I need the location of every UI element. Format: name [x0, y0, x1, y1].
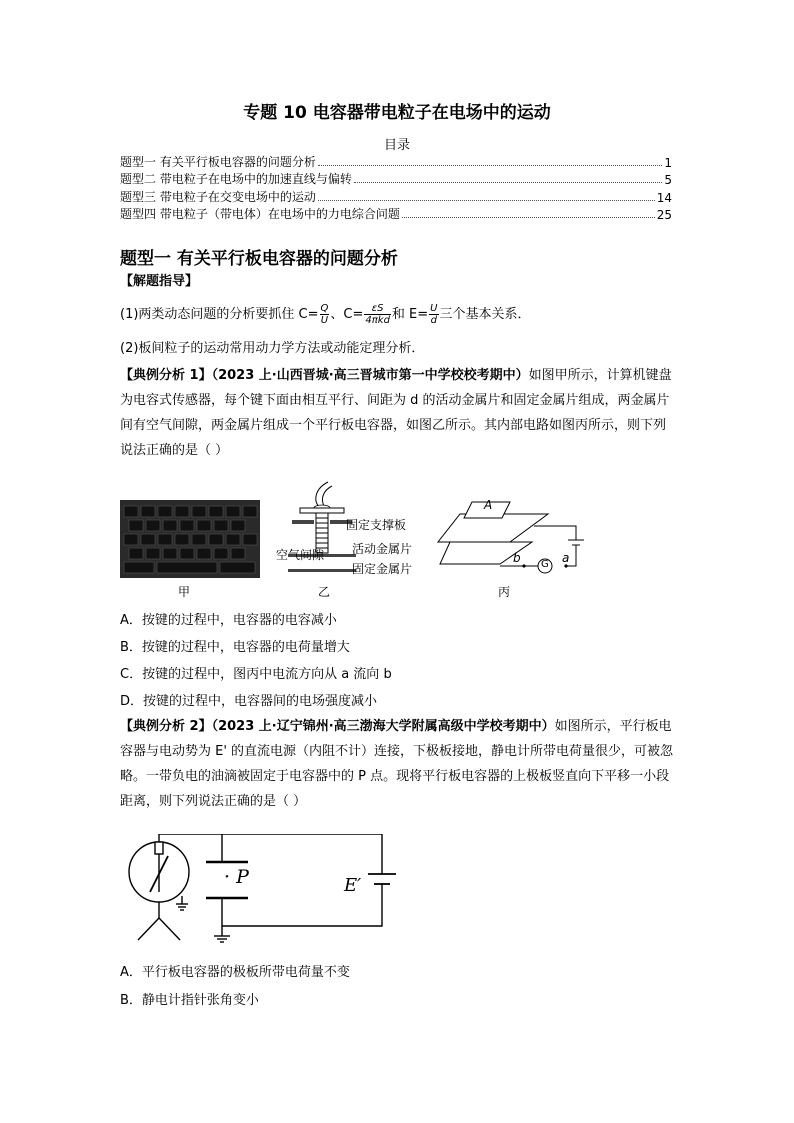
fraction-numerator: U: [430, 303, 438, 314]
toc-leader-dots: [354, 181, 663, 183]
example1-option-a[interactable]: A．按键的过程中，电容器的电容减小: [120, 613, 337, 628]
example1-option-d[interactable]: D．按键的过程中，电容器间的电场强度减小: [120, 694, 378, 709]
toc-item-label: 题型三 带电粒子在交变电场中的运动: [120, 189, 316, 204]
example2-option-b[interactable]: B．静电计指针张角变小: [120, 993, 259, 1008]
label-point-P: · P: [224, 866, 249, 888]
example2-tag: 【典例分析 2】: [120, 719, 212, 734]
fraction-q-over-u: [320, 303, 330, 326]
example2-option-a[interactable]: A．平行板电容器的极板所带电荷量不变: [120, 965, 350, 980]
toc-item-label: 题型二 带电粒子在电场中的加速直线与偏转: [120, 172, 352, 186]
guide-tag: 【解题指导】: [120, 274, 199, 289]
label-key-A: A: [484, 498, 493, 512]
keyboard-photo: [120, 500, 260, 578]
fraction-denominator: 4πkd: [365, 315, 390, 326]
fraction-denominator: d: [430, 315, 438, 326]
figure-label-bing: 丙: [498, 585, 511, 599]
figure-label-jia: 甲: [178, 585, 191, 599]
guide1-prefix: (1)两类动态问题的分析要抓住 C=: [120, 307, 319, 322]
figure-label-yi: 乙: [318, 585, 331, 599]
example2-question: 如图所示，平行板电容器与电动势为 E' 的直流电源（内阻不计）连接，下极板接地，静电计所带电荷量很少，可被忽略。一带负电的油滴被固定于电容器中的 P 点。现将平行板电容器的上极板竖直向下平移一小段距离，则下列说法正确的是（ ）: [120, 719, 674, 809]
electrometer-capacitor-circuit: [124, 834, 414, 950]
example1-tag: 【典例分析 1】: [120, 368, 212, 383]
example1-question: 如图甲所示，计算机键盘为电容式传感器，每个键下面由相互平行、间距为 d 的活动金属片和固定金属片组成，两金属片间有空气间隙，两金属片组成一个平行板电容器，如图乙所示。其内部电路如图丙所示，则下列说法正确的是（ ）: [120, 368, 672, 458]
toc-leader-dots: [318, 199, 655, 201]
toc-leader-dots: [318, 164, 663, 166]
label-emf: E′: [344, 875, 362, 896]
label-air-gap: 空气间隙: [276, 548, 325, 562]
guide1-suffix: 三个基本关系．: [439, 307, 531, 322]
guide-line-2: (2)板间粒子的运动常用动力学方法或动能定理分析．: [120, 341, 425, 356]
toc-item-label: 题型一 有关平行板电容器的问题分析: [120, 154, 316, 169]
guide-line-1: [120, 302, 676, 327]
example2-text: [120, 714, 676, 814]
fraction-numerator: εS: [364, 303, 391, 315]
toc-heading: 目录: [383, 138, 410, 153]
galvanometer-label: G: [541, 559, 549, 570]
toc-item-page: 14: [656, 190, 672, 205]
section-heading: 题型一 有关平行板电容器的问题分析: [120, 249, 398, 269]
keyboard-circuit-diagram: [436, 488, 596, 580]
toc-item-page: 25: [656, 208, 672, 222]
toc-item-page: 5: [664, 173, 672, 187]
guide1-mid2: 和 E=: [391, 307, 429, 322]
fraction-u-over-d: [429, 303, 438, 326]
example1-option-b[interactable]: B．按键的过程中，电容器的电荷量增大: [120, 640, 350, 655]
example1-text: [120, 363, 676, 463]
label-point-a: a: [562, 551, 570, 565]
label-movable-plate: 活动金属片: [352, 542, 413, 556]
page-title: 专题 10 电容器带电粒子在电场中的运动: [243, 103, 551, 123]
toc-item[interactable]: [120, 152, 672, 170]
table-of-contents: [120, 152, 672, 222]
fraction-denominator: U: [320, 315, 329, 326]
label-point-b: b: [513, 551, 521, 565]
toc-item[interactable]: [120, 205, 672, 223]
fraction-es-over-4pikd: [364, 303, 391, 326]
toc-item-label: 题型四 带电粒子（带电体）在电场中的力电综合问题: [120, 207, 400, 221]
example2-source: （2023 上·辽宁锦州·高三渤海大学附属高级中学校考期中）: [211, 719, 555, 734]
toc-item-page: 1: [664, 155, 672, 170]
example1-option-c[interactable]: C．按键的过程中，图丙中电流方向从 a 流向 b: [120, 667, 392, 682]
fraction-numerator: Q: [320, 303, 329, 314]
toc-leader-dots: [402, 216, 655, 218]
example1-source: （2023 上·山西晋城·高三晋城市第一中学校校考期中）: [211, 368, 529, 383]
toc-item[interactable]: [120, 170, 672, 188]
toc-item[interactable]: [120, 187, 672, 205]
guide1-mid1: 、C=: [330, 307, 364, 322]
label-fixed-support: 固定支撑板: [346, 518, 407, 532]
label-fixed-plate: 固定金属片: [352, 562, 413, 576]
